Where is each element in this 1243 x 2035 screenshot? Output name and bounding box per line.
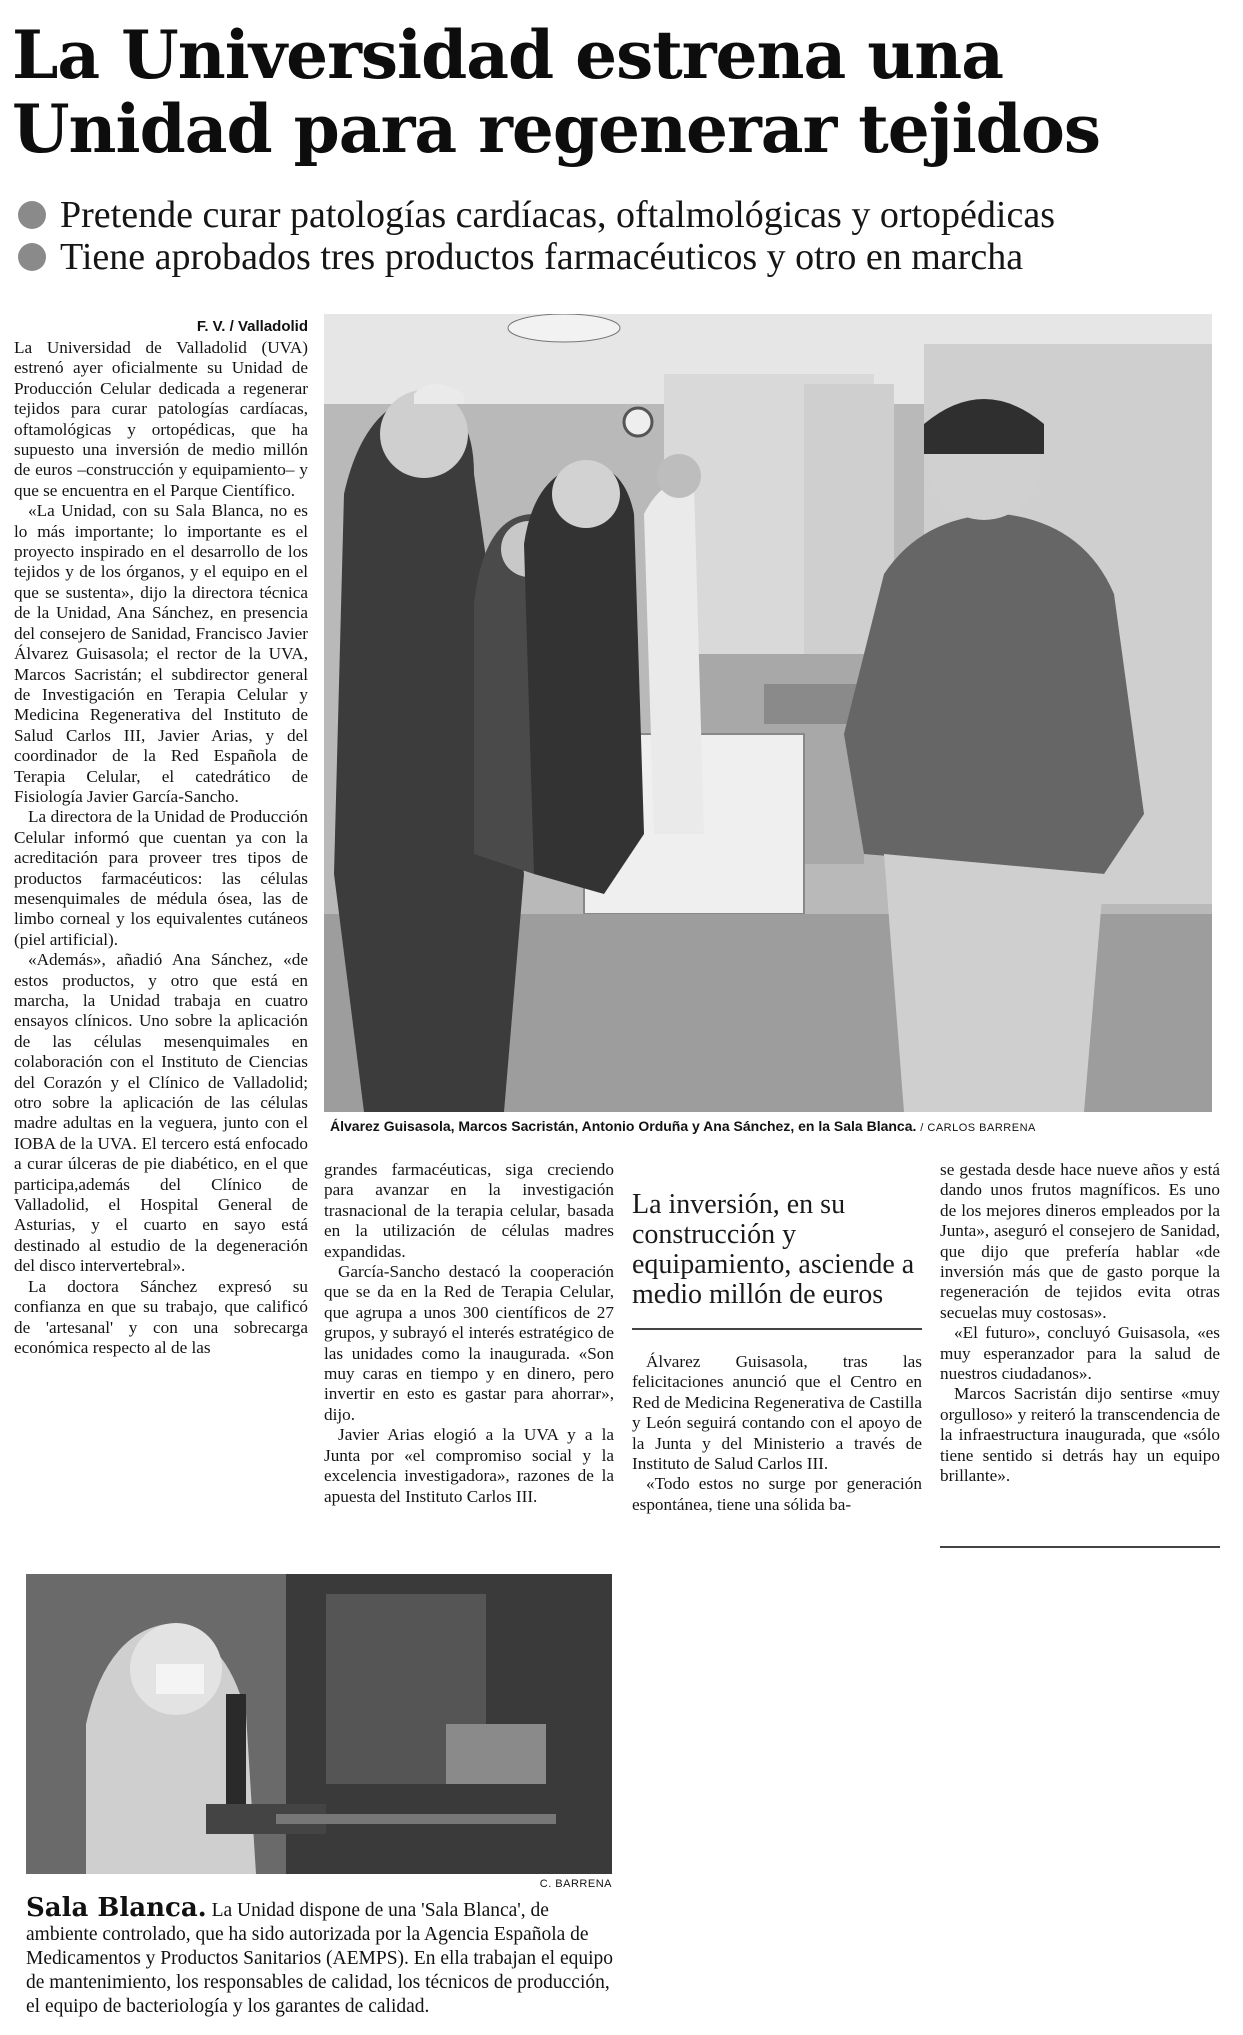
paragraph: La doctora Sánchez expresó su confianza en que su trabajo, que calificó de 'artesanal' y con una sobrecarga económica respecto al de las <box>14 1276 308 1357</box>
bottom-caption-lead: Sala Blanca. <box>26 1893 207 1923</box>
divider <box>940 1546 1220 1548</box>
paragraph: Marcos Sacristán dijo sentirse «muy orgulloso» y reiteró la transcendencia de la infraestructura inaugurada, que «sólo tiene sentido si detrás hay un equipo brillante». <box>940 1384 1220 1486</box>
paragraph: «Además», añadió Ana Sánchez, «de estos productos, y otro que está en marcha, la Unidad trabaja en cuatro ensayos clínicos. Uno sobre la aplicación de las células mesenquimales en colaboración con el Instituto de Ciencias del Corazón y el Clínico de Valladolid; otro sobre la aplicación de las células madre adultas en la veguera, junto con el IOBA de la UVA. El tercero está enfocado a curar úlceras de pie diabético, en el que participa,además del Clínico de Valladolid, el Hospital General de Asturias, y el cuarto en sayo está destinado al estudio de la degeneración del disco intervertebral». <box>14 950 308 1276</box>
divider <box>632 1328 922 1330</box>
paragraph: «El futuro», concluyó Guisasola, «es muy esperanzador para la salud de nuestros ciudadanos». <box>940 1323 1220 1384</box>
column-1 <box>14 338 308 1538</box>
paragraph: «La Unidad, con su Sala Blanca, no es lo más importante; lo importante es el proyecto inspirado en el desarrollo de los tejidos y de los órganos, y el equipo en el que se sustenta», dijo la directora técnica de la Unidad, Ana Sánchez, en presencia del consejero de Sanidad, Francisco Javier Álvarez Guisasola; el rector de la UVA, Marcos Sacristán; el subdirector general de Investigación en Terapia Celular y Medicina Regenerativa del Instituto de Salud Carlos III, Javier Arias, y del coordinador de la Red Española de Terapia Celular, el catedrático de Fisiología Javier García-Sancho. <box>14 501 308 806</box>
paragraph: Álvarez Guisasola, tras las felicitaciones anunció que el Centro en Red de Medicina Regenerativa de Castilla y León seguirá contando con el apoyo de la Junta y del Ministerio a través de Instituto de Salud Carlos III. <box>632 1352 922 1474</box>
column-3 <box>632 1352 922 1542</box>
subhead-1-text: Pretende curar patologías cardíacas, oftalmológicas y ortopédicas <box>60 194 1055 236</box>
paragraph: La Universidad de Valladolid (UVA) estrenó ayer oficialmente su Unidad de Producción Celular dedicada a regenerar tejidos para curar patologías cardíacas, oftamológicas y ortopédicas, que ha supuesto una inversión de medio millón de euros –construcción y equipamiento– y que se encuentra en el Parque Científico. <box>14 338 308 500</box>
subhead-2 <box>18 236 1228 278</box>
pull-quote: La inversión, en su construcción y equipamiento, asciende a medio millón de euros <box>632 1189 915 1310</box>
paragraph: se gestada desde hace nueve años y está dando unos frutos magníficos. Es uno de los mejores dineros empleados por la Junta», aseguró el consejero de Sanidad, que dijo que prefería hablar «de inversión más que de gasto porque la regeneración de tejidos evita otras secuelas muy costosas». <box>940 1160 1220 1322</box>
bottom-photo-credit: C. BARRENA <box>539 1878 612 1890</box>
subhead-1 <box>18 194 1228 236</box>
paragraph: García-Sancho destacó la cooperación que se da en la Red de Terapia Celular, que agrupa a unos 300 científicos de 27 grupos, y subrayó el interés estratégico de las unidades como la inaugurada. «Son muy caras en tiempo y en dinero, pero invertir en esto es gastar para ahorrar», dijo. <box>324 1262 614 1424</box>
headline-line-1: La Universidad estrena una <box>12 16 1004 94</box>
caption-text: Álvarez Guisasola, Marcos Sacristán, Antonio Orduña y Ana Sánchez, en la Sala Blanca. <box>330 1118 917 1134</box>
paragraph: La directora de la Unidad de Producción Celular informó que cuentan ya con la acreditación para proveer tres tipos de productos farmacéuticos: las células mesenquimales de médula ósea, las de limbo corneal y los equivalentes cutáneos (piel artificial). <box>14 807 308 949</box>
column-2 <box>324 1160 614 1540</box>
headline <box>12 18 1212 166</box>
subhead-2-text: Tiene aprobados tres productos farmacéuticos y otro en marcha <box>60 236 1024 278</box>
bottom-caption <box>26 1893 616 2019</box>
paragraph: Javier Arias elogió a la UVA y a la Junta por «el compromiso social y la excelencia investigadora», razones de la apuesta del Instituto Carlos III. <box>324 1425 614 1506</box>
main-photo <box>324 314 1212 1112</box>
bullet-dot-icon <box>18 243 46 271</box>
bullet-dot-icon <box>18 201 46 229</box>
paragraph: grandes farmacéuticas, siga creciendo para avanzar en la investigación trasnacional de la terapia celular, basada en la utilización de células madres expandidas. <box>324 1160 614 1261</box>
clean-room-image <box>26 1574 612 1874</box>
photo-credit: / CARLOS BARRENA <box>920 1122 1036 1134</box>
byline: F. V. / Valladolid <box>196 318 308 335</box>
main-photo-caption <box>330 1118 1210 1134</box>
column-4 <box>940 1160 1220 1540</box>
bottom-caption-text: La Unidad dispone de una 'Sala Blanca', de ambiente controlado, que ha sido autorizada por la Agencia Española de Medicamentos y Productos Sanitarios (AEMPS). En ella trabajan el equipo de mantenimiento, los responsables de calidad, los técnicos de producción, el equipo de bacteriología y los garantes de calidad. <box>26 1900 614 2017</box>
paragraph: «Todo estos no surge por generación espontánea, tiene una sólida ba- <box>632 1474 922 1514</box>
lab-visit-photo <box>324 314 1212 1112</box>
clean-room-photo <box>26 1574 612 1874</box>
headline-line-2: Unidad para regenerar tejidos <box>12 90 1101 168</box>
